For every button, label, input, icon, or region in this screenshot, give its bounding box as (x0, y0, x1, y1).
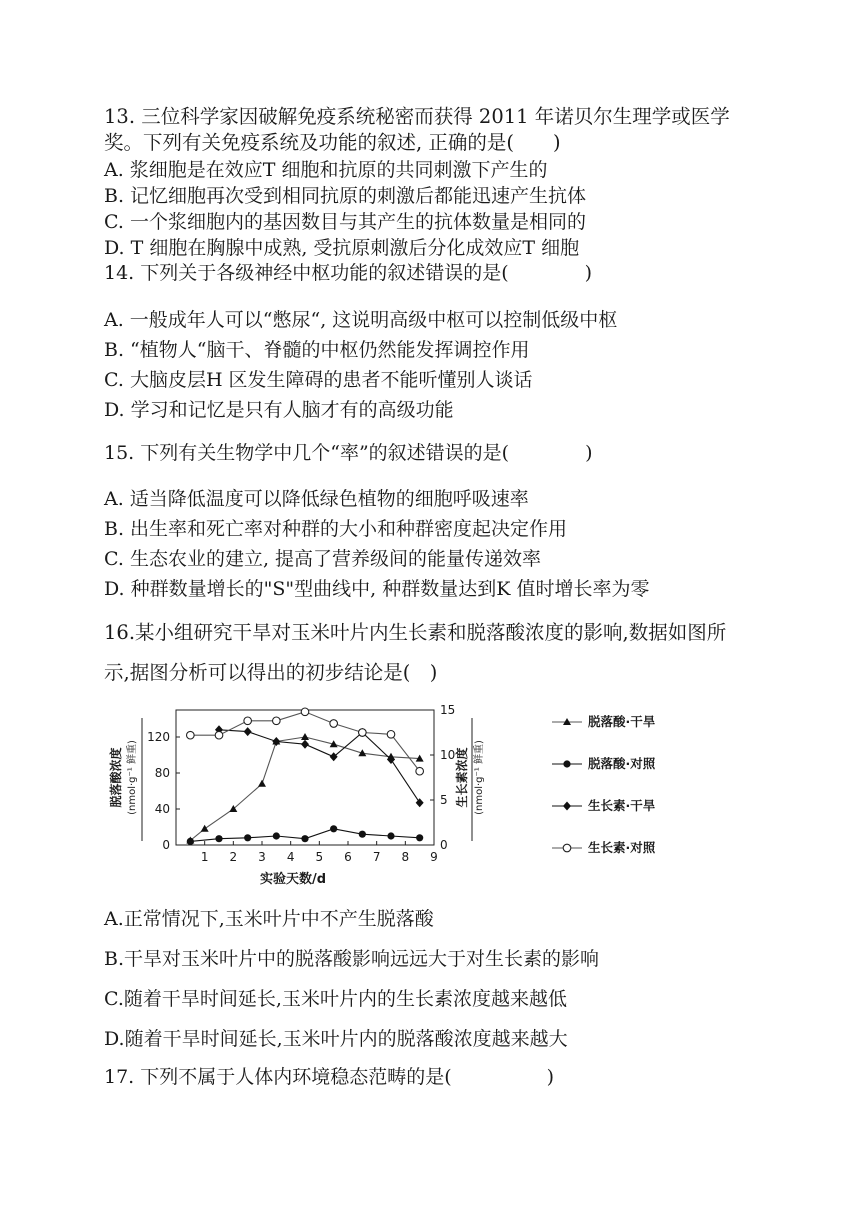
legend-marker (563, 844, 571, 852)
data-point (273, 832, 280, 839)
data-point (387, 832, 394, 839)
chart-legend (552, 714, 656, 855)
data-point (387, 731, 395, 739)
q15-option-a: A. 适当降低温度可以降低绿色植物的细胞呼吸速率 (104, 488, 529, 510)
y-right-tick-label: 0 (440, 838, 448, 852)
q13-option-c: C. 一个浆细胞内的基因数目与其产生的抗体数量是相同的 (104, 211, 586, 233)
q14-option-d: D. 学习和记忆是只有人脑才有的高级功能 (104, 399, 454, 421)
q13-option-a: A. 浆细胞是在效应T 细胞和抗原的共同刺激下产生的 (104, 159, 548, 181)
q16-stem-line1: 16.某小组研究干旱对玉米叶片内生长素和脱落酸浓度的影响,数据如图所 (104, 621, 727, 644)
legend-label: 脱落酸·对照 (588, 756, 656, 771)
data-point (301, 740, 309, 749)
data-point (187, 731, 195, 739)
data-point (359, 831, 366, 838)
data-point (359, 729, 367, 737)
x-tick-label: 6 (344, 850, 352, 864)
x-tick-label: 7 (372, 850, 381, 864)
q14-option-a: A. 一般成年人可以“憋尿“, 这说明高级中枢可以控制低级中枢 (104, 309, 618, 331)
chart-axes (108, 703, 485, 887)
q13-option-b: B. 记忆细胞再次受到相同抗原的刺激后都能迅速产生抗体 (104, 185, 587, 207)
data-point (244, 834, 251, 841)
x-tick-label: 1 (200, 850, 209, 864)
x-tick-label: 3 (258, 850, 266, 864)
data-point (201, 825, 209, 832)
data-point (187, 838, 194, 845)
q15-option-c: C. 生态农业的建立, 提高了营养级间的能量传递效率 (104, 548, 542, 570)
y-left-tick-label: 120 (147, 730, 170, 744)
q13-stem-line1: 13. 三位科学家因破解免疫系统秘密而获得 2011 年诺贝尔生理学或医学 (104, 105, 730, 128)
data-point (272, 737, 280, 746)
x-axis-label: 实验天数/d (259, 872, 327, 887)
y-right-tick-label: 10 (440, 748, 456, 762)
legend-label: 生长素·对照 (588, 840, 656, 855)
q14-stem: 14. 下列关于各级神经中枢功能的叙述错误的是( ) (104, 262, 593, 284)
data-point (330, 825, 337, 832)
y-left-axis-label: 脱落酸浓度 (109, 747, 123, 808)
legend-label: 生长素·干旱 (588, 798, 656, 813)
y-right-axis-label: 生长素浓度 (455, 747, 469, 808)
y-left-tick-label: 40 (154, 802, 170, 816)
y-left-axis-unit: (nmol·g⁻¹ 鲜重) (127, 740, 138, 815)
data-point (273, 717, 281, 725)
data-point (258, 780, 266, 787)
y-right-tick-label: 5 (440, 793, 448, 807)
x-tick-label: 4 (286, 850, 295, 864)
data-point (301, 835, 308, 842)
q15-option-b: B. 出生率和死亡率对种群的大小和种群密度起决定作用 (104, 518, 568, 540)
q16-option-b: B.干旱对玉米叶片中的脱落酸影响远远大于对生长素的影响 (104, 948, 600, 970)
q16-option-c: C.随着干旱时间延长,玉米叶片内的生长素浓度越来越低 (104, 988, 567, 1010)
x-tick-label: 2 (229, 850, 238, 864)
q15-stem: 15. 下列有关生物学中几个“率”的叙述错误的是( ) (104, 442, 593, 464)
data-point (215, 835, 222, 842)
legend-marker (563, 802, 571, 811)
data-point (301, 708, 309, 716)
y-right-axis-unit: (nmol·g⁻¹ 鲜重) (474, 740, 485, 815)
data-point (416, 798, 424, 807)
data-point (416, 834, 423, 841)
chart-series-layer (186, 708, 423, 845)
data-point (330, 752, 338, 761)
data-point (215, 731, 223, 739)
x-tick-label: 8 (401, 850, 410, 864)
q15-option-d: D. 种群数量增长的"S"型曲线中, 种群数量达到K 值时增长率为零 (104, 578, 650, 600)
legend-marker (563, 760, 570, 767)
y-right-tick-label: 15 (440, 703, 456, 717)
plot-frame (176, 710, 434, 845)
q16-stem-line2: 示,据图分析可以得出的初步结论是( ) (104, 661, 438, 684)
series-line (190, 737, 419, 841)
q14-option-b: B. “植物人“脑干、脊髓的中枢仍然能发挥调控作用 (104, 339, 530, 361)
q13-stem-line2: 奖。下列有关免疫系统及功能的叙述, 正确的是( ) (104, 131, 561, 154)
y-left-tick-label: 80 (154, 766, 170, 780)
data-point (301, 733, 309, 740)
y-left-tick-label: 0 (162, 838, 170, 852)
data-point (330, 720, 338, 728)
q17-stem: 17. 下列不属于人体内环境稳态范畴的是( ) (104, 1066, 555, 1088)
q14-option-c: C. 大脑皮层H 区发生障碍的患者不能听懂别人谈话 (104, 369, 533, 391)
q13-option-d: D. T 细胞在胸腺中成熟, 受抗原刺激后分化成效应T 细胞 (104, 237, 580, 259)
data-point (244, 717, 252, 725)
hormone-chart (104, 698, 684, 894)
data-point (244, 727, 252, 736)
q16-option-d: D.随着干旱时间延长,玉米叶片内的脱落酸浓度越来越大 (104, 1028, 568, 1050)
x-tick-label: 9 (430, 850, 438, 864)
x-tick-label: 5 (315, 850, 324, 864)
data-point (416, 767, 424, 775)
legend-label: 脱落酸·干旱 (588, 714, 656, 729)
q16-option-a: A.正常情况下,玉米叶片中不产生脱落酸 (104, 908, 434, 930)
